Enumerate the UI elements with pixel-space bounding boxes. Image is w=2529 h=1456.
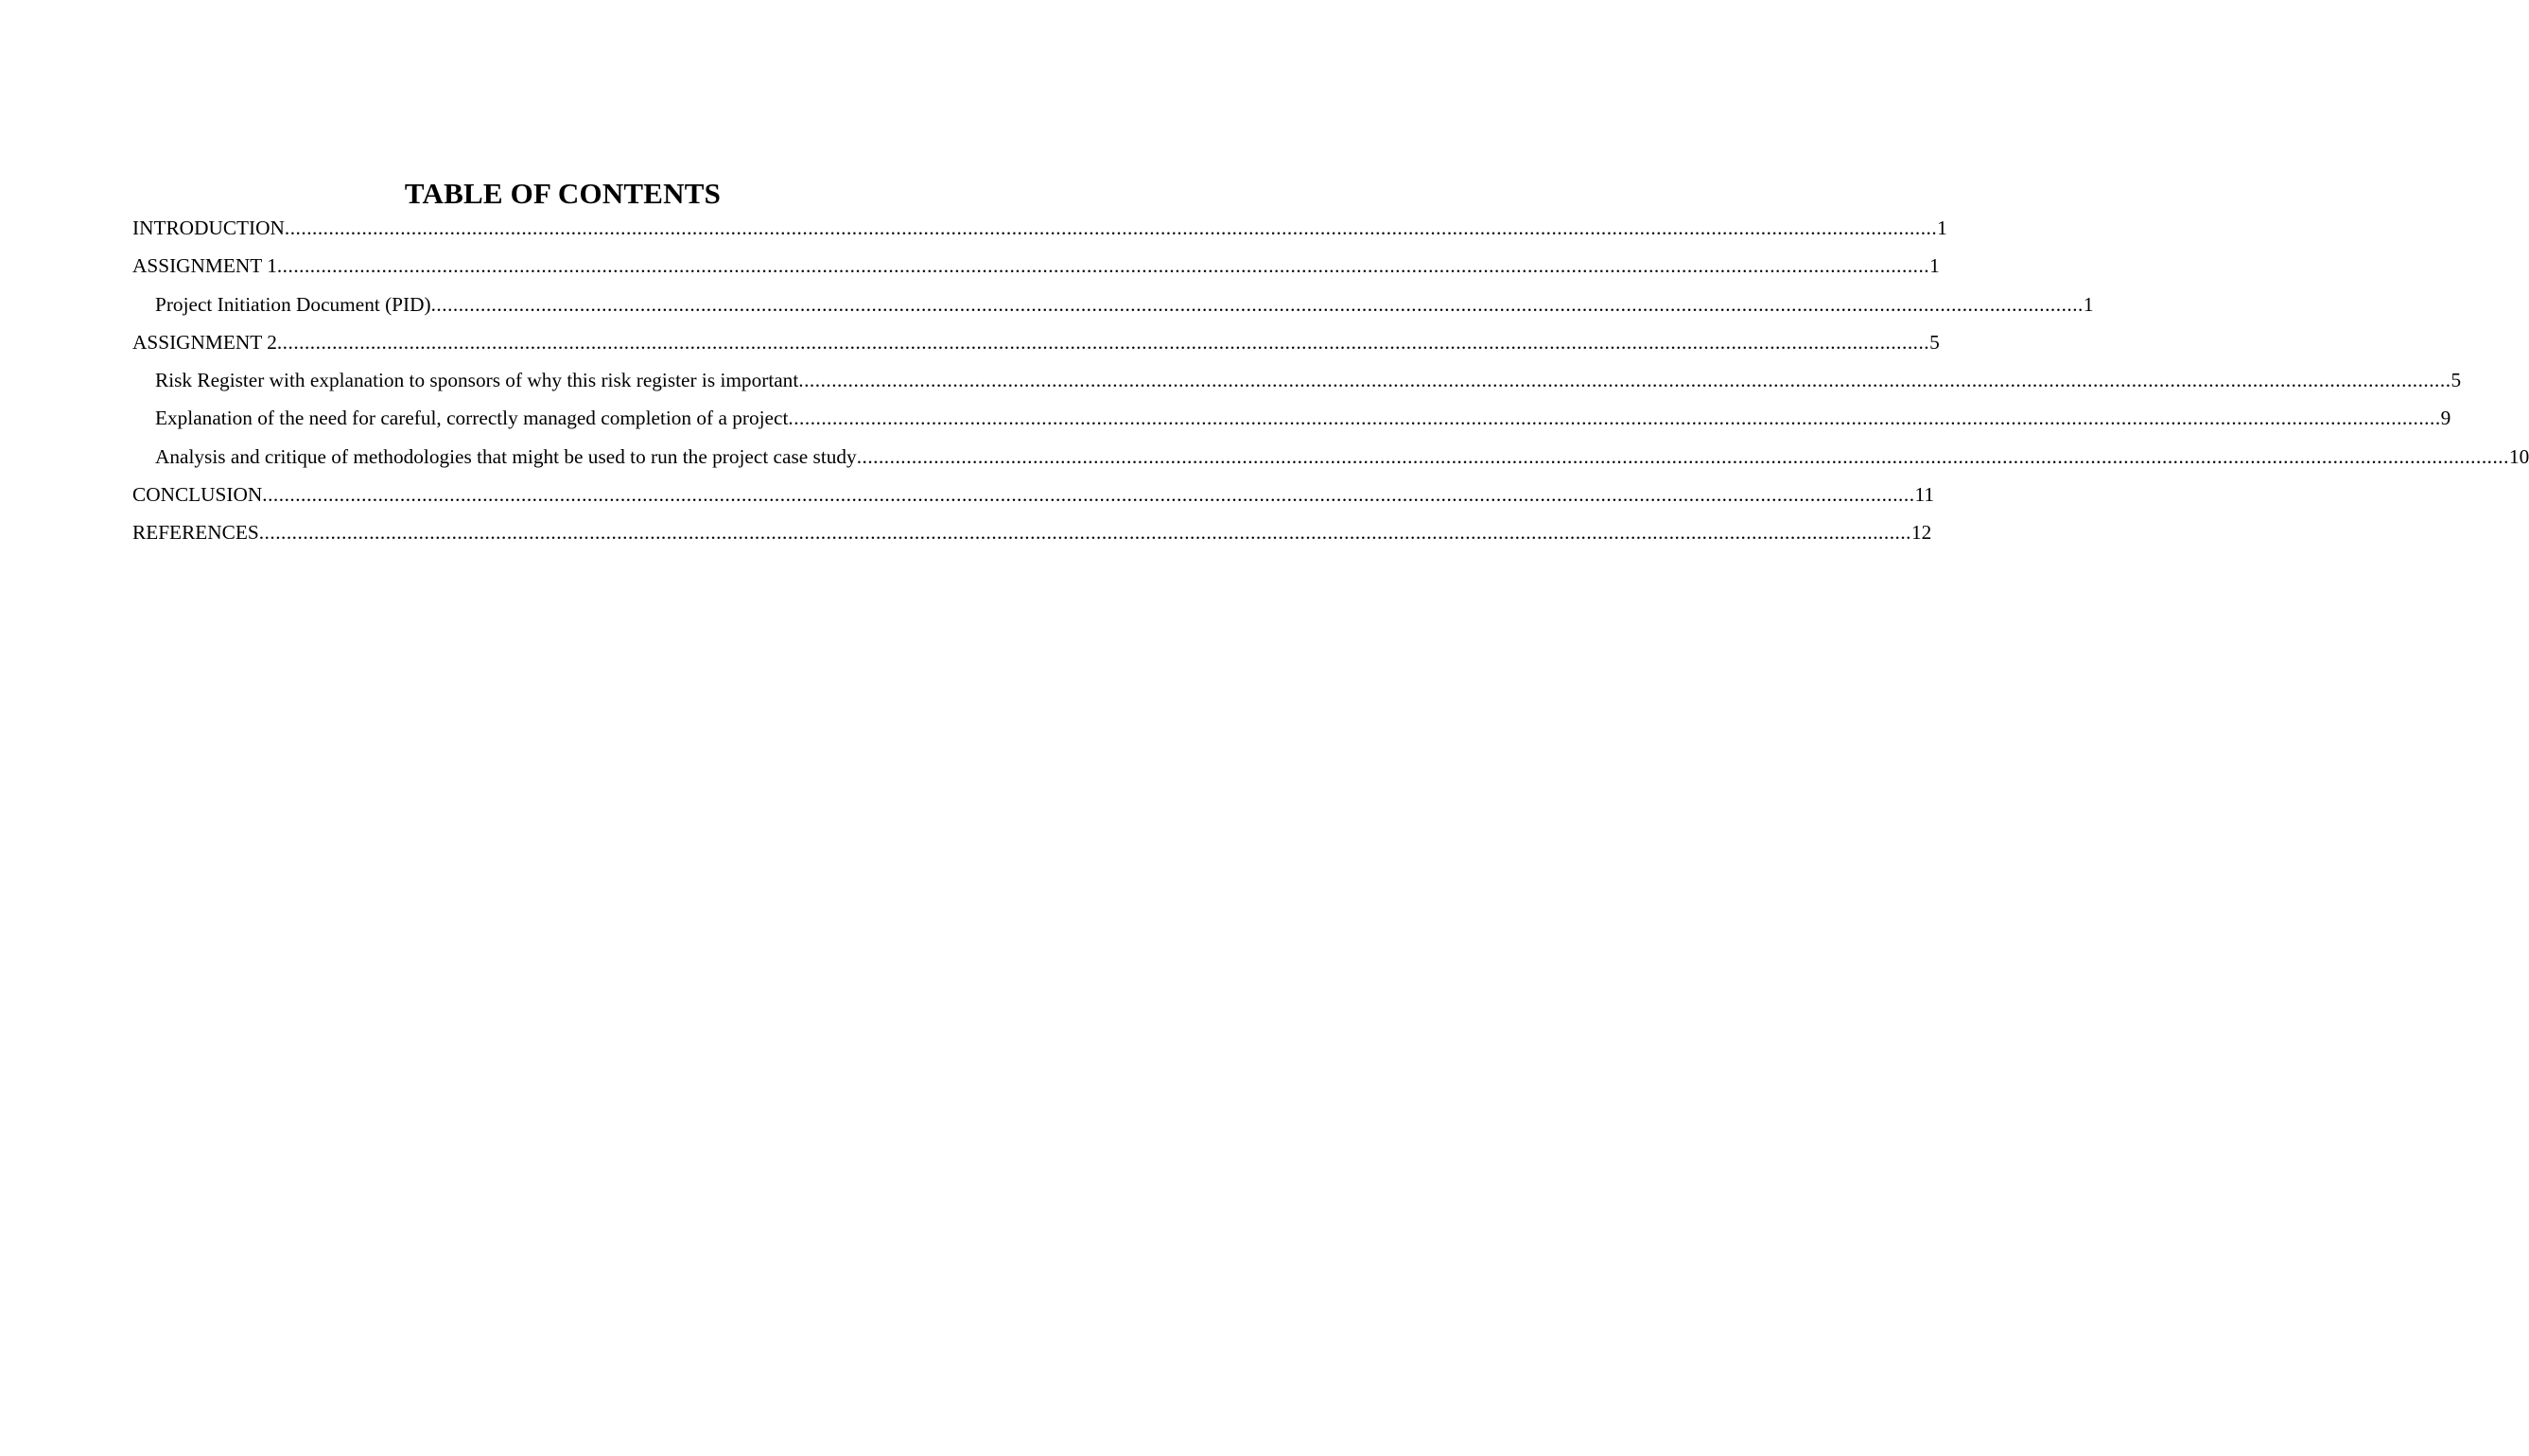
toc-entry-references[interactable] [132, 519, 1932, 557]
toc-entry-methodologies-analysis[interactable] [132, 443, 2529, 481]
toc-entry-page: 1 [2083, 292, 2094, 316]
toc-entry-page: 5 [2451, 369, 2462, 392]
toc-leader-dots: ............................................................................................................................................................................................................................................................................................................ [430, 292, 2084, 316]
toc-entry-text: Explanation of the need for careful, correctly managed completion of a project [155, 407, 789, 430]
toc-entry-text: Analysis and critique of methodologies that might be used to run the project case study [155, 444, 857, 468]
toc-leader-dots: ............................................................................................................................................................................................................................................................................................................ [788, 407, 2441, 430]
toc-title: TABLE OF CONTENTS [404, 177, 722, 210]
toc-entry-text: Project Initiation Document (PID) [155, 292, 431, 316]
toc-leader-dots: ............................................................................................................................................................................................................................................................................................................ [798, 369, 2451, 392]
toc-entry-text: ASSIGNMENT 1 [132, 254, 277, 278]
toc-entry-page: 9 [2440, 407, 2451, 430]
toc-leader-dots: ............................................................................................................................................................................................................................................................................................................ [276, 254, 1930, 278]
toc-entry-page: 10 [2508, 444, 2529, 468]
toc-entry-page: 12 [1911, 521, 1932, 545]
toc-entry-text: ASSIGNMENT 2 [132, 330, 277, 354]
toc-entry-text: CONCLUSION [132, 483, 263, 507]
toc-leader-dots: ............................................................................................................................................................................................................................................................................................................ [856, 444, 2509, 468]
toc-entry-assignment-1[interactable] [132, 252, 1940, 290]
toc-entry-completion-explanation[interactable] [132, 405, 2451, 442]
toc-entry-page: 1 [1937, 217, 1947, 239]
toc-entry-page: 11 [1914, 483, 1935, 507]
toc-leader-dots: ............................................................................................................................................................................................................................................................................................................ [258, 521, 1911, 545]
toc-leader-dots: ............................................................................................................................................................................................................................................................................................................ [262, 483, 1915, 507]
toc-entry-assignment-2[interactable] [132, 329, 1940, 367]
toc-entry-text: REFERENCES [132, 521, 259, 545]
toc-leader-dots: ............................................................................................................................................................................................................................................................................................................ [284, 217, 1938, 239]
toc-entry-page: 5 [1929, 330, 1940, 354]
toc-list [132, 215, 2529, 558]
toc-entry-page: 1 [1929, 254, 1940, 278]
toc-entry-text: INTRODUCTION [132, 217, 285, 239]
toc-entry-conclusion[interactable] [132, 481, 1935, 519]
toc-entry-introduction[interactable] [132, 215, 1947, 252]
toc-entry-pid[interactable] [132, 291, 2094, 329]
toc-entry-risk-register[interactable] [132, 367, 2462, 405]
toc-leader-dots: ............................................................................................................................................................................................................................................................................................................ [276, 330, 1930, 354]
toc-entry-text: Risk Register with explanation to sponsors of why this risk register is important [155, 369, 799, 392]
